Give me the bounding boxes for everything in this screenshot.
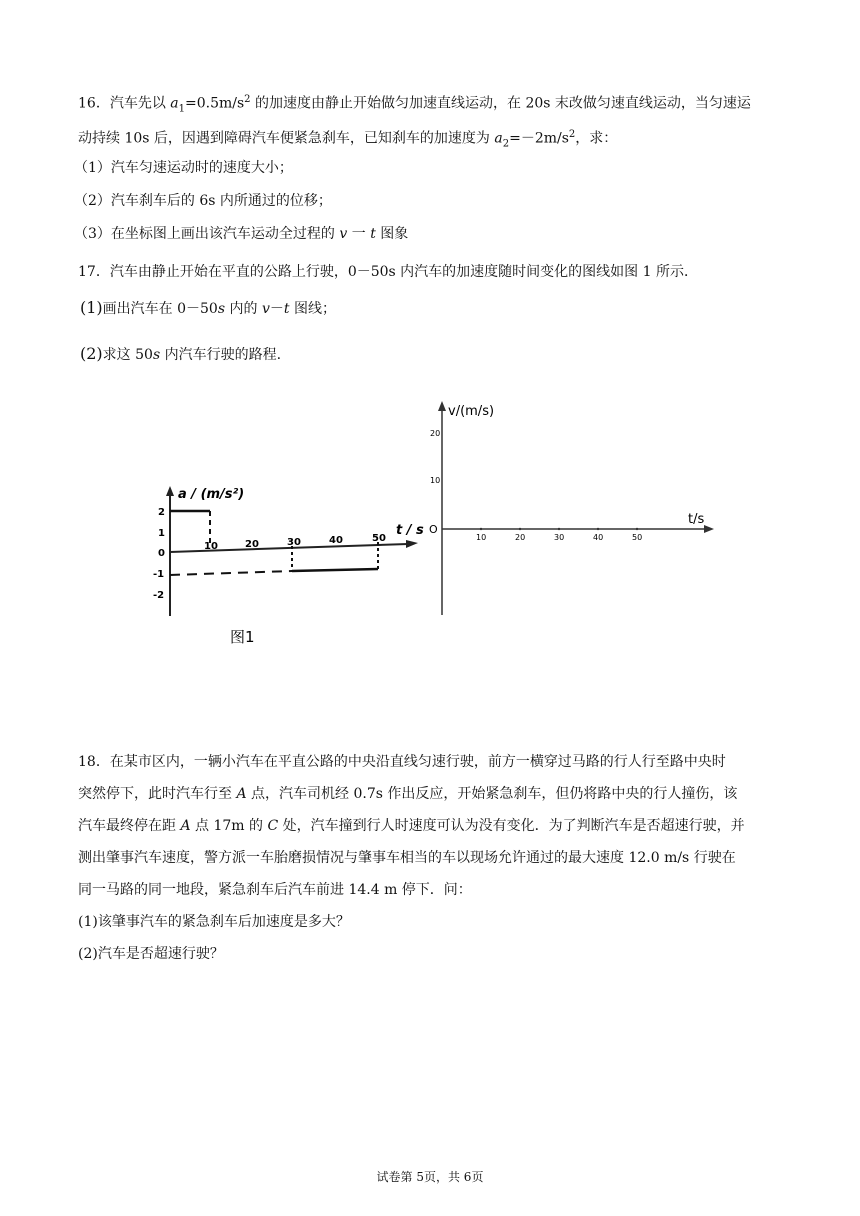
fig1-y-tick: 1 bbox=[158, 528, 165, 539]
fig1-y-tick: -2 bbox=[153, 590, 165, 601]
q17-line-1: 17．汽车由静止开始在平直的公路上行驶，0－50s 内汽车的加速度随时间变化的图线如图 1 所示． bbox=[78, 264, 698, 280]
q16-line-2: 动持续 10s 后，因遇到障碍汽车便紧急刹车，已知刹车的加速度为 $a_2=-2m/s^2$，求： bbox=[78, 129, 618, 150]
fig1-y-tick: 0 bbox=[158, 548, 165, 559]
fig1-y-tick: -1 bbox=[153, 569, 165, 580]
fig2-y-tick: 20 bbox=[430, 429, 441, 438]
q18-part-2: (2)汽车是否超速行驶？ bbox=[78, 946, 224, 962]
fig1-dashed-minus-1 bbox=[170, 571, 292, 575]
fig1-y-tick: 2 bbox=[158, 507, 165, 518]
fig2-x-tick: 10 bbox=[476, 533, 487, 542]
fig2-y-label: v/(m/s) bbox=[448, 404, 495, 419]
q16-part-1: （1）汽车匀速运动时的速度大小； bbox=[74, 160, 293, 176]
page-footer: 试卷第 5页，共 6页 bbox=[376, 1170, 484, 1184]
fig1-x-tick: 10 bbox=[204, 541, 218, 552]
fig2-x-tick: 30 bbox=[554, 533, 565, 542]
fig1-y-label: a / (m/s²) bbox=[178, 487, 245, 502]
q16-part-2: （2）汽车刹车后的 6s 内所通过的位移； bbox=[74, 193, 332, 209]
fig1-segment-decelerate bbox=[292, 569, 378, 571]
q18-line-4: 测出肇事汽车速度，警方派一车胎磨损情况与肇事车相当的车以现场允许通过的最大速度 12.0 m/s 行驶在 bbox=[78, 850, 736, 866]
fig1-x-label: t / s bbox=[396, 523, 424, 538]
fig1-x-tick: 50 bbox=[372, 533, 386, 544]
q17-part-1: (1)画出汽车在 0－50s 内的 v－t 图线； bbox=[80, 298, 336, 317]
fig1-x-tick: 20 bbox=[245, 539, 259, 550]
fig2-origin: O bbox=[429, 523, 438, 536]
figure-1-at-graph bbox=[140, 480, 430, 650]
fig2-x-label: t/s bbox=[688, 512, 705, 527]
fig1-x-tick: 30 bbox=[287, 537, 301, 548]
q18-line-1: 18．在某市区内，一辆小汽车在平直公路的中央沿直线匀速行驶，前方一横穿过马路的行人行至路中央时 bbox=[78, 754, 726, 770]
q16-part-3: （3）在坐标图上画出该汽车运动全过程的 v 一 t 图象 bbox=[74, 226, 409, 242]
fig1-caption: 图1 bbox=[230, 628, 255, 646]
fig2-x-tick: 50 bbox=[632, 533, 643, 542]
q17-part-2: (2)求这 50s 内汽车行驶的路程. bbox=[80, 344, 282, 363]
q18-line-5: 同一马路的同一地段，紧急刹车后汽车前进 14.4 m 停下．问： bbox=[78, 882, 472, 898]
fig2-x-tick: 20 bbox=[515, 533, 526, 542]
fig2-y-tick: 10 bbox=[430, 476, 441, 485]
q18-line-3: 汽车最终停在距 A 点 17m 的 C 处，汽车撞到行人时速度可认为没有变化．为了判断汽车是否超速行驶，并 bbox=[78, 818, 745, 834]
q18-line-2: 突然停下，此时汽车行至 A 点，汽车司机经 0.7s 作出反应，开始紧急刹车，但仍将路中央的行人撞伤，该 bbox=[78, 786, 738, 802]
q16-line-1: 16．汽车先以 $a_1=0.5m/s^2$ 的加速度由静止开始做匀加速直线运动，在 20s 末改做匀速直线运动，当匀速运 bbox=[78, 94, 751, 115]
q18-part-1: (1)该肇事汽车的紧急刹车后加速度是多大？ bbox=[78, 914, 350, 930]
fig1-x-tick: 40 bbox=[329, 535, 343, 546]
figure-2-vt-axes bbox=[420, 395, 720, 620]
fig2-x-tick: 40 bbox=[593, 533, 604, 542]
